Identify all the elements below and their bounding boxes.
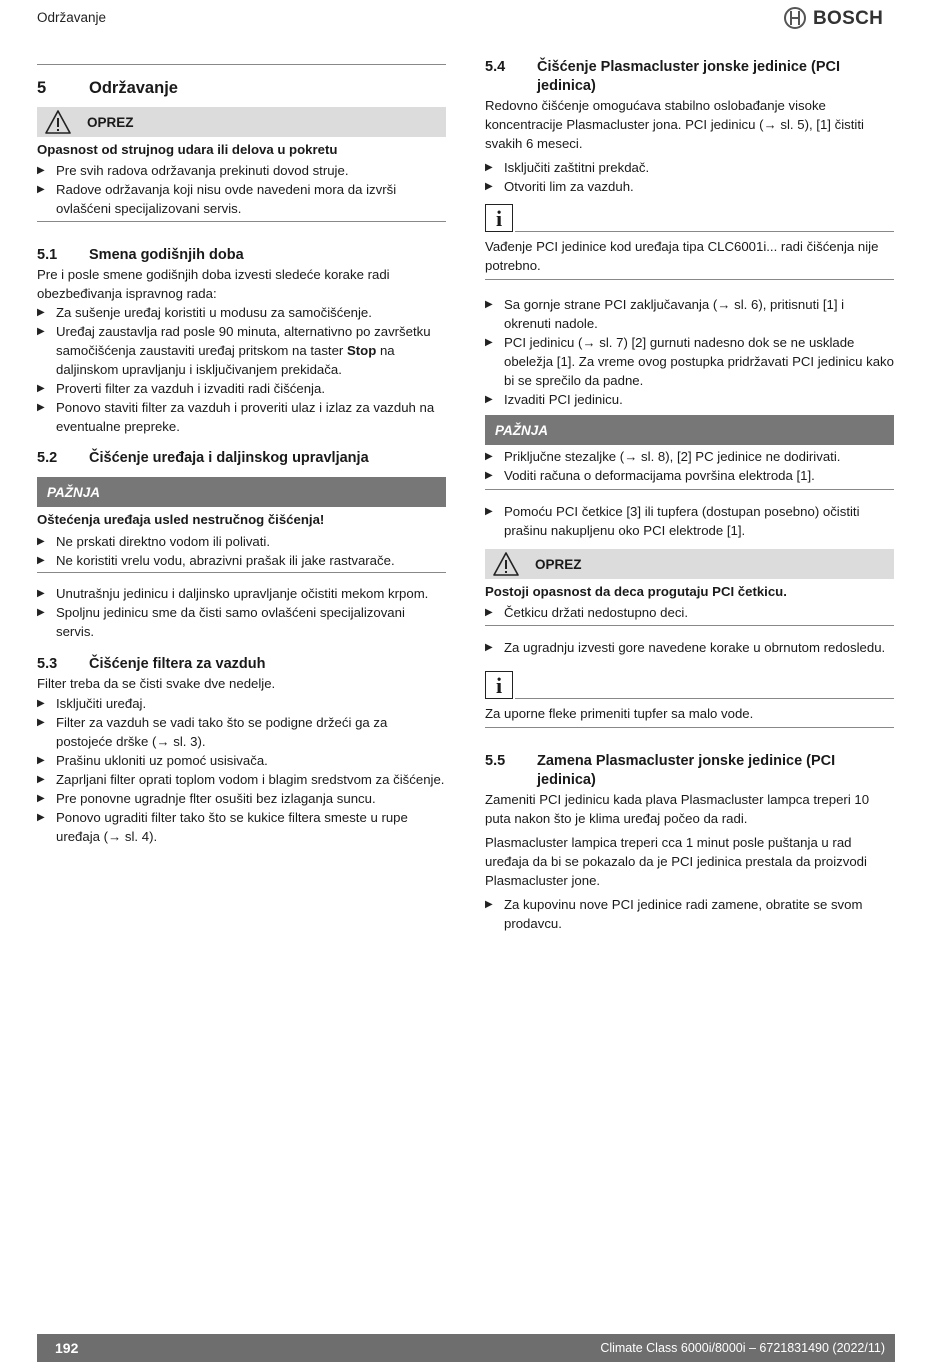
list-item: ▶ Isključiti uređaj. <box>37 694 446 713</box>
list-item: ▶ Ne koristiti vrelu vodu, abrazivni prašak ili jake rastvarače. <box>37 551 446 570</box>
list-item: ▶ Pomoću PCI četkice [3] ili tupfera (dostupan posebno) očistiti prašinu nakupljenu oko PCI elektrode [1]. <box>485 502 894 540</box>
caution-label: OPREZ <box>535 556 582 572</box>
list-item: ▶ Pre ponovne ugradnje flter osušiti bez izlaganja suncu. <box>37 789 446 808</box>
list-item: ▶ Radove održavanja koji nisu ovde navedeni mora da izvrši ovlašćeni specijalizovani servis. <box>37 180 446 218</box>
steps-list <box>485 638 894 657</box>
list-item: ▶ Otvoriti lim za vazduh. <box>485 177 894 196</box>
paragraph: Plasmacluster lampica treperi cca 1 minut posle puštanja u rad uređaja da bi se pokazalo da je PCI jedinica prestala da proizvodi Plasmacluster jone. <box>485 835 867 888</box>
info-text: Vađenje PCI jedinice kod uređaja tipa CLC6001i... radi čišćenja nije potrebno. <box>485 232 894 280</box>
header-section-title: Održavanje <box>37 10 107 25</box>
page-footer <box>37 1334 895 1362</box>
bosch-armature-icon <box>784 7 806 29</box>
stop-key-label: Stop <box>346 343 377 358</box>
left-column <box>37 58 446 846</box>
list-item: ▶ Ponovo ugraditi filter tako što se kukice filtera smeste u rupe uređaja (→ sl. 4). <box>37 808 446 846</box>
steps-list <box>485 295 894 409</box>
section-title: Čišćenje filtera za vazduh <box>89 656 266 672</box>
list-item: ▶ Zaprljani filter oprati toplom vodom i blagim sredstvom za čišćenje. <box>37 770 446 789</box>
steps-list <box>485 502 894 540</box>
section-title: Čišćenje uređaja i daljinskog upravljanja <box>89 450 369 466</box>
list-item: ▶ Sa gornje strane PCI zaključavanja (→ sl. 6), pritisnuti [1] i okrenuti nadole. <box>485 295 894 333</box>
notice-list <box>37 532 446 573</box>
info-icon: i <box>485 204 513 232</box>
section-number: 5.4 <box>485 59 506 75</box>
caution-headline: Postoji opasnost da deca progutaju PCI četkicu. <box>485 584 787 599</box>
caution-label: OPREZ <box>87 114 134 130</box>
warning-triangle-icon <box>41 107 75 137</box>
list-item: ▶ PCI jedinicu (→ sl. 7) [2] gurnuti nadesno dok se ne usklade obeležja [1]. Za vreme ovog postupka pridržavati PCI jedinicu kako bi se sprečilo da padne. <box>485 333 894 390</box>
list-item: ▶ Ne prskati direktno vodom ili polivati. <box>37 532 446 551</box>
section-title: Smena godišnjih doba <box>89 247 244 263</box>
bosch-logo <box>784 7 883 29</box>
list-item: ▶ Filter za vazduh se vadi tako što se podigne držeći ga za postojeće drške (→ sl. 3). <box>37 713 446 751</box>
notice-headline: Oštećenja uređaja usled nestručnog čišćenja! <box>37 512 325 527</box>
list-item: ▶ Priključne stezaljke (→ sl. 8), [2] PC jedinice ne dodirivati. <box>485 447 894 466</box>
paragraph: Redovno čišćenje omogućava stabilno oslobađanje visoke koncentracije Plasmacluster jona. PCI jedinicu (→ sl. 5), [1] čistiti svakih 6 meseci. <box>485 98 864 151</box>
list-item: ▶ Proverti filter za vazduh i izvaditi radi čišćenja. <box>37 379 446 398</box>
list-item: ▶ Isključiti zaštitni prekdač. <box>485 158 894 177</box>
section-5-2-heading <box>37 449 446 468</box>
section-number: 5 <box>37 79 47 97</box>
caution-list <box>37 161 446 222</box>
list-item: ▶ Unutrašnju jedinicu i daljinsko upravljanje očistiti mekom krpom. <box>37 584 446 603</box>
notice-banner: PAŽNJA <box>485 415 894 445</box>
paragraph: Filter treba da se čisti svake dve nedelje. <box>37 676 276 691</box>
caution-headline: Opasnost od strujnog udara ili delova u pokretu <box>37 142 338 157</box>
list-item: ▶ Za sušenje uređaj koristiti u modusu za samočišćenje. <box>37 303 446 322</box>
section-number: 5.5 <box>485 753 506 769</box>
section-number: 5.2 <box>37 450 58 466</box>
paragraph: Zameniti PCI jedinicu kada plava Plasmacluster lampca treperi 10 puta nakon što je klima uređaj počeo da radi. <box>485 792 870 826</box>
section-number: 5.3 <box>37 656 58 672</box>
text-span: Uređaj zaustavlja rad posle 90 minuta, alternativno po završetku samočišćenja zaustaviti uređaj pritskom na taster <box>56 324 431 358</box>
list-item: ▶ Ponovo staviti filter za vazduh i proveriti ulaz i izlaz za vazduh na eventualne prepreke. <box>37 398 446 436</box>
section-5-3-heading <box>37 655 446 674</box>
caution-banner <box>485 549 894 579</box>
notice-banner: PAŽNJA <box>37 477 446 507</box>
list-item: ▶ Za ugradnju izvesti gore navedene korake u obrnutom redosledu. <box>485 638 894 657</box>
section-title: Zamena Plasmacluster jonske jedinice (PCI jedinica) <box>537 753 836 788</box>
list-item: ▶ Izvaditi PCI jedinicu. <box>485 390 894 409</box>
right-column <box>485 58 894 933</box>
document-info: Climate Class 6000i/8000i – 6721831490 (2022/11) <box>600 1340 885 1355</box>
page-number: 192 <box>55 1339 79 1356</box>
section-title: Čišćenje Plasmacluster jonske jedinice (PCI jedinica) <box>537 59 841 94</box>
notice-list <box>485 447 894 490</box>
text-span: na daljinskom upravljanju i isključivanjem prekidača. <box>56 343 395 377</box>
list-item: ▶ Pre svih radova održavanja prekinuti dovod struje. <box>37 161 446 180</box>
list-item: ▶ Voditi računa o deformacijama površina elektroda [1]. <box>485 466 894 485</box>
caution-banner <box>37 107 446 137</box>
list-item: ▶ Spoljnu jedinicu sme da čisti samo ovlašćeni specijalizovani servis. <box>37 603 446 641</box>
list-item: ▶ Četkicu držati nedostupno deci. <box>485 603 894 622</box>
section-number: 5.1 <box>37 247 58 263</box>
section-title: Održavanje <box>89 79 178 97</box>
list-item: ▶ Za kupovinu nove PCI jedinice radi zamene, obratite se svom prodavcu. <box>485 895 894 933</box>
info-note <box>485 202 894 280</box>
warning-triangle-icon <box>489 549 523 579</box>
info-text: Za uporne fleke primeniti tupfer sa malo vode. <box>485 699 894 728</box>
steps-list <box>37 584 446 641</box>
steps-list <box>37 303 446 436</box>
info-icon: i <box>485 671 513 699</box>
steps-list <box>485 895 894 933</box>
steps-list <box>485 158 894 196</box>
steps-list <box>37 694 446 846</box>
section-5-4-heading <box>485 58 894 96</box>
section-5-heading <box>37 64 446 99</box>
section-5-1-heading <box>37 246 446 265</box>
section-5-5-heading <box>485 752 894 790</box>
list-item <box>37 322 446 379</box>
caution-list <box>485 603 894 626</box>
paragraph: Pre i posle smene godišnjih doba izvesti sledeće korake radi obezbeđivanja ispravnog rada: <box>37 267 390 301</box>
list-item: ▶ Prašinu ukloniti uz pomoć usisivača. <box>37 751 446 770</box>
info-note <box>485 669 894 728</box>
brand-name: BOSCH <box>813 7 884 29</box>
